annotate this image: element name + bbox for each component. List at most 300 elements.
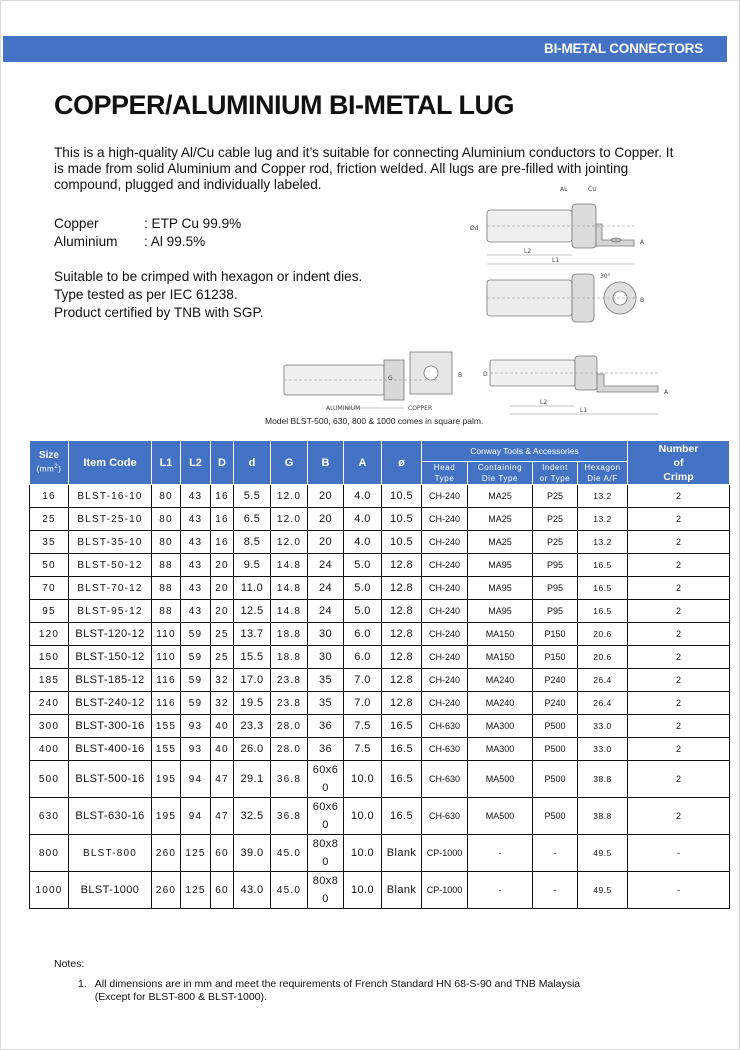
cell-indent: P500 xyxy=(533,715,578,738)
cell-d: 43.0 xyxy=(234,872,271,909)
l2-label-bottom: L2 xyxy=(540,399,548,406)
table-row xyxy=(30,715,730,738)
cell-head: CH-240 xyxy=(422,531,468,554)
cell-g: 14.8 xyxy=(271,554,308,577)
cell-size: 16 xyxy=(30,485,69,508)
a-label: A xyxy=(640,239,645,246)
cell-code: BLST-35-10 xyxy=(69,531,152,554)
cell-code: BLST-120-12 xyxy=(69,623,152,646)
cell-head: CH-240 xyxy=(422,692,468,715)
cu-label: CU xyxy=(588,186,597,193)
header-size xyxy=(30,441,69,485)
cell-head: CH-240 xyxy=(422,508,468,531)
cell-hex: 26.4 xyxy=(578,692,628,715)
al-label: AL xyxy=(560,186,568,193)
cell-hex: 13.2 xyxy=(578,531,628,554)
cell-size: 240 xyxy=(30,692,69,715)
cell-l1: 195 xyxy=(152,798,181,835)
cell-l2: 43 xyxy=(181,508,211,531)
cell-head: CP-1000 xyxy=(422,835,468,872)
header-hexagon: Hexagon Die A/F xyxy=(578,462,628,485)
header-banner: BI-METAL CONNECTORS xyxy=(3,36,727,62)
cell-d: 39.0 xyxy=(234,835,271,872)
table-row xyxy=(30,485,730,508)
cell-l2: 125 xyxy=(181,872,211,909)
cell-crimp: 2 xyxy=(628,485,730,508)
cell-l1: 88 xyxy=(152,554,181,577)
cell-l1: 195 xyxy=(152,761,181,798)
cell-l2: 93 xyxy=(181,738,211,761)
table-row xyxy=(30,761,730,798)
cell-d-cap: 32 xyxy=(211,669,234,692)
cell-d: 6.5 xyxy=(234,508,271,531)
cell-crimp: 2 xyxy=(628,646,730,669)
cell-head: CH-240 xyxy=(422,554,468,577)
header-b: B xyxy=(308,441,344,485)
cell-l1: 88 xyxy=(152,577,181,600)
cell-size: 95 xyxy=(30,600,69,623)
cell-a: 7.0 xyxy=(344,692,382,715)
cell-d-cap: 25 xyxy=(211,623,234,646)
cell-code: BLST-150-12 xyxy=(69,646,152,669)
copper-label: COPPER xyxy=(408,405,433,412)
page-title: COPPER/ALUMINIUM BI-METAL LUG xyxy=(54,90,514,120)
material-name: Copper xyxy=(54,216,99,231)
cell-d-cap: 16 xyxy=(211,531,234,554)
material-value: : Al 99.5% xyxy=(144,234,206,249)
cell-b: 80x8 0 xyxy=(308,835,344,872)
cell-a: 7.0 xyxy=(344,669,382,692)
cell-l1: 110 xyxy=(152,646,181,669)
cell-d-cap: 40 xyxy=(211,715,234,738)
g-label: G xyxy=(388,375,393,382)
cell-code: BLST-500-16 xyxy=(69,761,152,798)
cell-l1: 260 xyxy=(152,872,181,909)
l2-label: L2 xyxy=(524,248,532,255)
notes-item xyxy=(78,978,598,1004)
table-row xyxy=(30,623,730,646)
cell-die: MA150 xyxy=(468,646,533,669)
cell-g: 36.8 xyxy=(271,798,308,835)
cell-code: BLST-400-16 xyxy=(69,738,152,761)
degree-label: 30° xyxy=(600,273,611,280)
cell-phi: 12.8 xyxy=(382,600,422,623)
cell-size: 150 xyxy=(30,646,69,669)
header-phi: ø xyxy=(382,441,422,485)
cell-d-cap: 16 xyxy=(211,485,234,508)
cell-head: CH-630 xyxy=(422,715,468,738)
cell-code: BLST-50-12 xyxy=(69,554,152,577)
cell-die: MA500 xyxy=(468,798,533,835)
cell-b: 35 xyxy=(308,669,344,692)
cell-l1: 88 xyxy=(152,600,181,623)
cell-die: MA500 xyxy=(468,761,533,798)
a-label-bottom: A xyxy=(664,389,669,396)
cell-hex: 38.8 xyxy=(578,798,628,835)
cell-crimp: 2 xyxy=(628,798,730,835)
cell-head: CH-240 xyxy=(422,485,468,508)
cell-l2: 59 xyxy=(181,646,211,669)
header-crimp: Number of Crimp xyxy=(628,441,730,485)
cell-die: MA25 xyxy=(468,485,533,508)
cell-g: 45.0 xyxy=(271,872,308,909)
cell-d: 29.1 xyxy=(234,761,271,798)
cell-g: 12.0 xyxy=(271,508,308,531)
table-row xyxy=(30,600,730,623)
cell-phi: 16.5 xyxy=(382,715,422,738)
cell-hex: 49.5 xyxy=(578,835,628,872)
cell-a: 10.0 xyxy=(344,798,382,835)
cell-d: 8.5 xyxy=(234,531,271,554)
table-row xyxy=(30,835,730,872)
cell-g: 14.8 xyxy=(271,577,308,600)
cell-crimp: 2 xyxy=(628,554,730,577)
cell-a: 5.0 xyxy=(344,554,382,577)
cell-b: 24 xyxy=(308,554,344,577)
table-row xyxy=(30,872,730,909)
cell-d-cap: 60 xyxy=(211,835,234,872)
lug-technical-drawing xyxy=(262,180,702,430)
header-head-type: Head Type xyxy=(422,462,468,485)
cell-l1: 116 xyxy=(152,669,181,692)
cell-crimp: 2 xyxy=(628,508,730,531)
cell-code: BLST-300-16 xyxy=(69,715,152,738)
b-label-bottom: B xyxy=(458,372,463,379)
cell-g: 12.0 xyxy=(271,485,308,508)
cell-code: BLST-185-12 xyxy=(69,669,152,692)
cell-l2: 43 xyxy=(181,577,211,600)
cell-d-cap: 20 xyxy=(211,554,234,577)
cell-hex: 13.2 xyxy=(578,485,628,508)
cell-g: 12.0 xyxy=(271,531,308,554)
cell-indent: P25 xyxy=(533,531,578,554)
cell-die: MA95 xyxy=(468,577,533,600)
cell-b: 60x6 0 xyxy=(308,798,344,835)
od-label: Ød xyxy=(470,225,479,232)
note-number: 1. xyxy=(78,978,87,990)
material-value: : ETP Cu 99.9% xyxy=(144,216,242,231)
material-name: Aluminium xyxy=(54,234,118,249)
header-conway: Conway Tools & Accessories xyxy=(422,441,628,462)
cell-l1: 80 xyxy=(152,508,181,531)
cell-g: 23.8 xyxy=(271,692,308,715)
cell-indent: P500 xyxy=(533,798,578,835)
cell-hex: 38.8 xyxy=(578,761,628,798)
cell-a: 5.0 xyxy=(344,577,382,600)
cell-size: 185 xyxy=(30,669,69,692)
header-l1: L1 xyxy=(152,441,181,485)
header-size-label: Size xyxy=(38,450,59,462)
cell-l2: 59 xyxy=(181,692,211,715)
cell-code: BLST-70-12 xyxy=(69,577,152,600)
cell-size: 1000 xyxy=(30,872,69,909)
feature-line: Type tested as per IEC 61238. xyxy=(54,287,238,302)
cell-indent: P95 xyxy=(533,577,578,600)
feature-line: Suitable to be crimped with hexagon or indent dies. xyxy=(54,269,363,284)
notes-title: Notes: xyxy=(54,958,85,970)
cell-g: 23.8 xyxy=(271,669,308,692)
cell-a: 7.5 xyxy=(344,715,382,738)
cell-b: 30 xyxy=(308,646,344,669)
l1-label: L1 xyxy=(552,257,560,264)
cell-g: 18.8 xyxy=(271,623,308,646)
cell-indent: P25 xyxy=(533,508,578,531)
cell-phi: 16.5 xyxy=(382,798,422,835)
table-row xyxy=(30,554,730,577)
cell-l2: 43 xyxy=(181,554,211,577)
cell-l1: 80 xyxy=(152,485,181,508)
header-l2: L2 xyxy=(181,441,211,485)
cell-a: 10.0 xyxy=(344,761,382,798)
cell-code: BLST-240-12 xyxy=(69,692,152,715)
cell-d: 5.5 xyxy=(234,485,271,508)
cell-die: MA300 xyxy=(468,715,533,738)
cell-d-cap: 47 xyxy=(211,761,234,798)
cell-indent: - xyxy=(533,872,578,909)
cell-b: 24 xyxy=(308,577,344,600)
cell-a: 7.5 xyxy=(344,738,382,761)
spec-table xyxy=(29,440,730,909)
cell-size: 25 xyxy=(30,508,69,531)
cell-indent: P500 xyxy=(533,761,578,798)
cell-hex: 26.4 xyxy=(578,669,628,692)
cell-phi: 10.5 xyxy=(382,485,422,508)
cell-die: - xyxy=(468,872,533,909)
cell-d-cap: 47 xyxy=(211,798,234,835)
cell-crimp: 2 xyxy=(628,600,730,623)
cell-size: 800 xyxy=(30,835,69,872)
cell-head: CH-240 xyxy=(422,646,468,669)
cell-hex: 33.0 xyxy=(578,738,628,761)
cell-hex: 49.5 xyxy=(578,872,628,909)
cell-d: 17.0 xyxy=(234,669,271,692)
cell-size: 50 xyxy=(30,554,69,577)
cell-g: 28.0 xyxy=(271,738,308,761)
cell-d-cap: 32 xyxy=(211,692,234,715)
cell-a: 5.0 xyxy=(344,600,382,623)
cell-head: CH-240 xyxy=(422,623,468,646)
header-a: A xyxy=(344,441,382,485)
cell-d: 15.5 xyxy=(234,646,271,669)
cell-indent: P25 xyxy=(533,485,578,508)
cell-l1: 155 xyxy=(152,715,181,738)
materials-list xyxy=(54,215,241,251)
cell-indent: - xyxy=(533,835,578,872)
cell-l2: 125 xyxy=(181,835,211,872)
header-item-code: Item Code xyxy=(69,441,152,485)
cell-crimp: 2 xyxy=(628,738,730,761)
header-indent: Indent or Type xyxy=(533,462,578,485)
material-row xyxy=(54,215,241,233)
cell-hex: 20.6 xyxy=(578,646,628,669)
cell-code: BLST-16-10 xyxy=(69,485,152,508)
cell-l1: 110 xyxy=(152,623,181,646)
cell-l1: 80 xyxy=(152,531,181,554)
table-row xyxy=(30,577,730,600)
cell-crimp: 2 xyxy=(628,623,730,646)
cell-crimp: - xyxy=(628,835,730,872)
cell-l1: 155 xyxy=(152,738,181,761)
cell-b: 35 xyxy=(308,692,344,715)
feature-line: Product certified by TNB with SGP. xyxy=(54,305,264,320)
cell-hex: 13.2 xyxy=(578,508,628,531)
cell-l2: 93 xyxy=(181,715,211,738)
cell-die: MA95 xyxy=(468,600,533,623)
cell-d: 32.5 xyxy=(234,798,271,835)
cell-phi: 12.8 xyxy=(382,623,422,646)
cell-size: 300 xyxy=(30,715,69,738)
cell-phi: 10.5 xyxy=(382,531,422,554)
aluminium-label: ALUMINIUM xyxy=(326,405,361,412)
cell-b: 80x8 0 xyxy=(308,872,344,909)
cell-die: MA150 xyxy=(468,623,533,646)
cell-a: 10.0 xyxy=(344,835,382,872)
cell-d: 19.5 xyxy=(234,692,271,715)
cell-indent: P500 xyxy=(533,738,578,761)
table-row xyxy=(30,738,730,761)
cell-hex: 16.5 xyxy=(578,600,628,623)
cell-head: CH-630 xyxy=(422,738,468,761)
cell-l2: 59 xyxy=(181,669,211,692)
cell-crimp: 2 xyxy=(628,531,730,554)
header-size-unit: $(mm^2)$ xyxy=(36,464,62,474)
table-row xyxy=(30,669,730,692)
cell-code: BLST-800 xyxy=(69,835,152,872)
cell-g: 18.8 xyxy=(271,646,308,669)
cell-head: CH-240 xyxy=(422,600,468,623)
cell-size: 400 xyxy=(30,738,69,761)
cell-crimp: - xyxy=(628,872,730,909)
cell-die: MA95 xyxy=(468,554,533,577)
cell-a: 6.0 xyxy=(344,646,382,669)
cell-die: MA25 xyxy=(468,508,533,531)
table-row xyxy=(30,692,730,715)
cell-l2: 59 xyxy=(181,623,211,646)
cell-b: 60x6 0 xyxy=(308,761,344,798)
header-d: d xyxy=(234,441,271,485)
cell-d-cap: 16 xyxy=(211,508,234,531)
cell-b: 24 xyxy=(308,600,344,623)
cell-l2: 43 xyxy=(181,531,211,554)
cell-hex: 20.6 xyxy=(578,623,628,646)
cell-phi: 10.5 xyxy=(382,508,422,531)
cell-size: 70 xyxy=(30,577,69,600)
cell-crimp: 2 xyxy=(628,715,730,738)
cell-code: BLST-25-10 xyxy=(69,508,152,531)
cell-b: 20 xyxy=(308,508,344,531)
l1-label-bottom: L1 xyxy=(580,407,588,414)
cell-crimp: 2 xyxy=(628,577,730,600)
cell-a: 4.0 xyxy=(344,508,382,531)
cell-phi: Blank xyxy=(382,835,422,872)
table-row xyxy=(30,646,730,669)
header-g: G xyxy=(271,441,308,485)
cell-b: 20 xyxy=(308,531,344,554)
d-label: D xyxy=(483,371,488,378)
cell-a: 6.0 xyxy=(344,623,382,646)
cell-code: BLST-630-16 xyxy=(69,798,152,835)
cell-indent: P240 xyxy=(533,669,578,692)
cell-d: 26.0 xyxy=(234,738,271,761)
material-row xyxy=(54,233,241,251)
cell-phi: 12.8 xyxy=(382,692,422,715)
cell-l2: 94 xyxy=(181,761,211,798)
cell-d: 9.5 xyxy=(234,554,271,577)
cell-d-cap: 25 xyxy=(211,646,234,669)
cell-b: 36 xyxy=(308,738,344,761)
cell-code: BLST-1000 xyxy=(69,872,152,909)
cell-l2: 43 xyxy=(181,485,211,508)
cell-phi: 16.5 xyxy=(382,738,422,761)
cell-phi: 12.8 xyxy=(382,669,422,692)
cell-die: MA240 xyxy=(468,692,533,715)
cell-indent: P95 xyxy=(533,554,578,577)
cell-crimp: 2 xyxy=(628,669,730,692)
cell-g: 14.8 xyxy=(271,600,308,623)
cell-indent: P150 xyxy=(533,623,578,646)
header-d-cap: D xyxy=(211,441,234,485)
cell-head: CH-240 xyxy=(422,669,468,692)
cell-b: 20 xyxy=(308,485,344,508)
cell-indent: P240 xyxy=(533,692,578,715)
cell-b: 30 xyxy=(308,623,344,646)
cell-phi: Blank xyxy=(382,872,422,909)
cell-head: CH-240 xyxy=(422,577,468,600)
cell-die: MA25 xyxy=(468,531,533,554)
cell-a: 4.0 xyxy=(344,485,382,508)
cell-d: 12.5 xyxy=(234,600,271,623)
cell-die: MA300 xyxy=(468,738,533,761)
cell-die: - xyxy=(468,835,533,872)
cell-g: 36.8 xyxy=(271,761,308,798)
cell-a: 4.0 xyxy=(344,531,382,554)
cell-phi: 12.8 xyxy=(382,577,422,600)
cell-d-cap: 60 xyxy=(211,872,234,909)
cell-phi: 12.8 xyxy=(382,646,422,669)
cell-phi: 16.5 xyxy=(382,761,422,798)
drawing-caption: Model BLST-500, 630, 800 & 1000 comes in square palm. xyxy=(265,416,484,426)
cell-indent: P95 xyxy=(533,600,578,623)
cell-g: 45.0 xyxy=(271,835,308,872)
table-row xyxy=(30,531,730,554)
cell-crimp: 2 xyxy=(628,761,730,798)
cell-head: CH-630 xyxy=(422,798,468,835)
note-text: All dimensions are in mm and meet the requirements of French Standard HN 68-S-90 and TNB Malaysia (Except for BLST-800 & BLST-1000). xyxy=(94,978,581,1003)
cell-hex: 16.5 xyxy=(578,554,628,577)
b-label: B xyxy=(640,297,645,304)
cell-d-cap: 20 xyxy=(211,600,234,623)
cell-d: 13.7 xyxy=(234,623,271,646)
cell-l2: 94 xyxy=(181,798,211,835)
cell-l2: 43 xyxy=(181,600,211,623)
cell-d-cap: 20 xyxy=(211,577,234,600)
cell-code: BLST-95-12 xyxy=(69,600,152,623)
cell-crimp: 2 xyxy=(628,692,730,715)
cell-size: 500 xyxy=(30,761,69,798)
cell-size: 630 xyxy=(30,798,69,835)
cell-g: 28.0 xyxy=(271,715,308,738)
table-row xyxy=(30,508,730,531)
cell-size: 35 xyxy=(30,531,69,554)
cell-d-cap: 40 xyxy=(211,738,234,761)
cell-l1: 116 xyxy=(152,692,181,715)
cell-d: 11.0 xyxy=(234,577,271,600)
cell-size: 120 xyxy=(30,623,69,646)
cell-l1: 260 xyxy=(152,835,181,872)
cell-head: CP-1000 xyxy=(422,872,468,909)
cell-indent: P150 xyxy=(533,646,578,669)
cell-die: MA240 xyxy=(468,669,533,692)
